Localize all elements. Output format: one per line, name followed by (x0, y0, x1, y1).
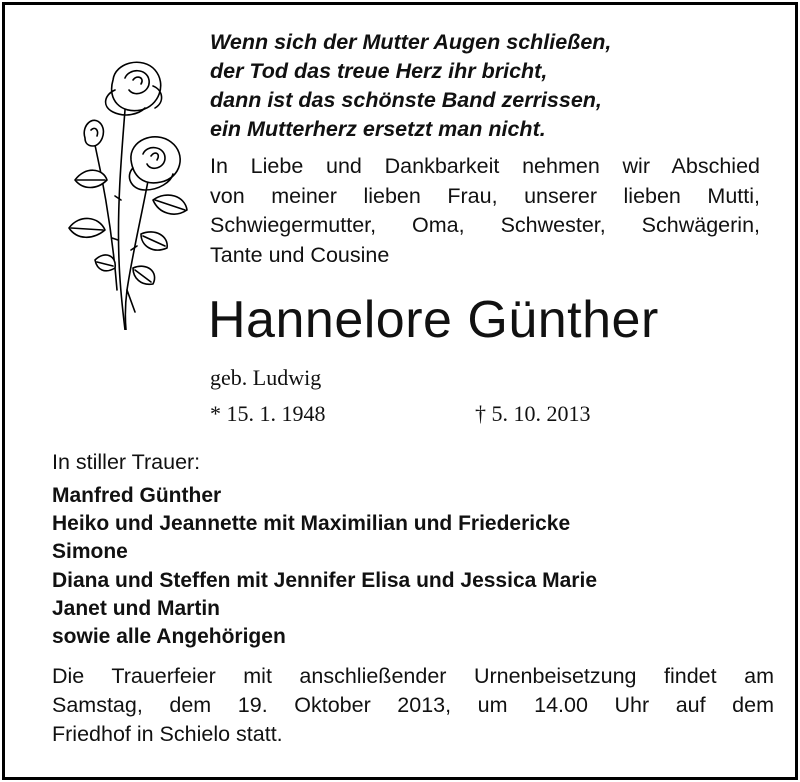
poem-line: Wenn sich der Mutter Augen schließen, (210, 30, 612, 54)
mourner-entry: Manfred Günther (52, 484, 222, 507)
farewell-text (210, 152, 760, 270)
farewell-line: Tante und Cousine (210, 242, 390, 267)
death-date: † 5. 10. 2013 (475, 401, 591, 426)
service-details (52, 662, 774, 749)
rose-illustration-icon (55, 50, 205, 330)
deceased-name: Hannelore Günther (208, 291, 659, 349)
service-line: Die Trauerfeier mit anschließender Urnenbeisetzung findet am (52, 664, 774, 688)
service-line: Samstag, dem 19. Oktober 2013, um 14.00 Uhr auf dem (52, 693, 774, 717)
poem-line: ein Mutterherz ersetzt man nicht. (210, 117, 546, 141)
farewell-line: Schwiegermutter, Oma, Schwester, Schwägerin, (210, 213, 760, 237)
poem-line: dann ist das schönste Band zerrissen, (210, 88, 602, 112)
mourner-entry: Janet und Martin (52, 596, 221, 620)
poem-line: der Tod das treue Herz ihr bricht, (210, 59, 548, 83)
mourning-label: In stiller Trauer: (52, 450, 201, 474)
mourner-entry: Diana und Steffen mit Jennifer Elisa und Jessica Marie (52, 568, 597, 592)
mourner-entry: sowie alle Angehörigen (52, 625, 286, 649)
mourners-list (52, 482, 752, 651)
mourner-entry: Heiko und Jeannette mit Maximilian und Friedericke (52, 512, 571, 536)
maiden-name: geb. Ludwig (210, 365, 322, 390)
poem (210, 28, 770, 144)
service-line: Friedhof in Schielo statt. (52, 722, 283, 746)
birth-date: * 15. 1. 1948 (210, 401, 326, 426)
mourner-entry: Simone (52, 540, 128, 564)
farewell-line: von meiner lieben Frau, unserer lieben Mutti, (210, 183, 760, 208)
farewell-line: In Liebe und Dankbarkeit nehmen wir Abschied (210, 154, 760, 178)
